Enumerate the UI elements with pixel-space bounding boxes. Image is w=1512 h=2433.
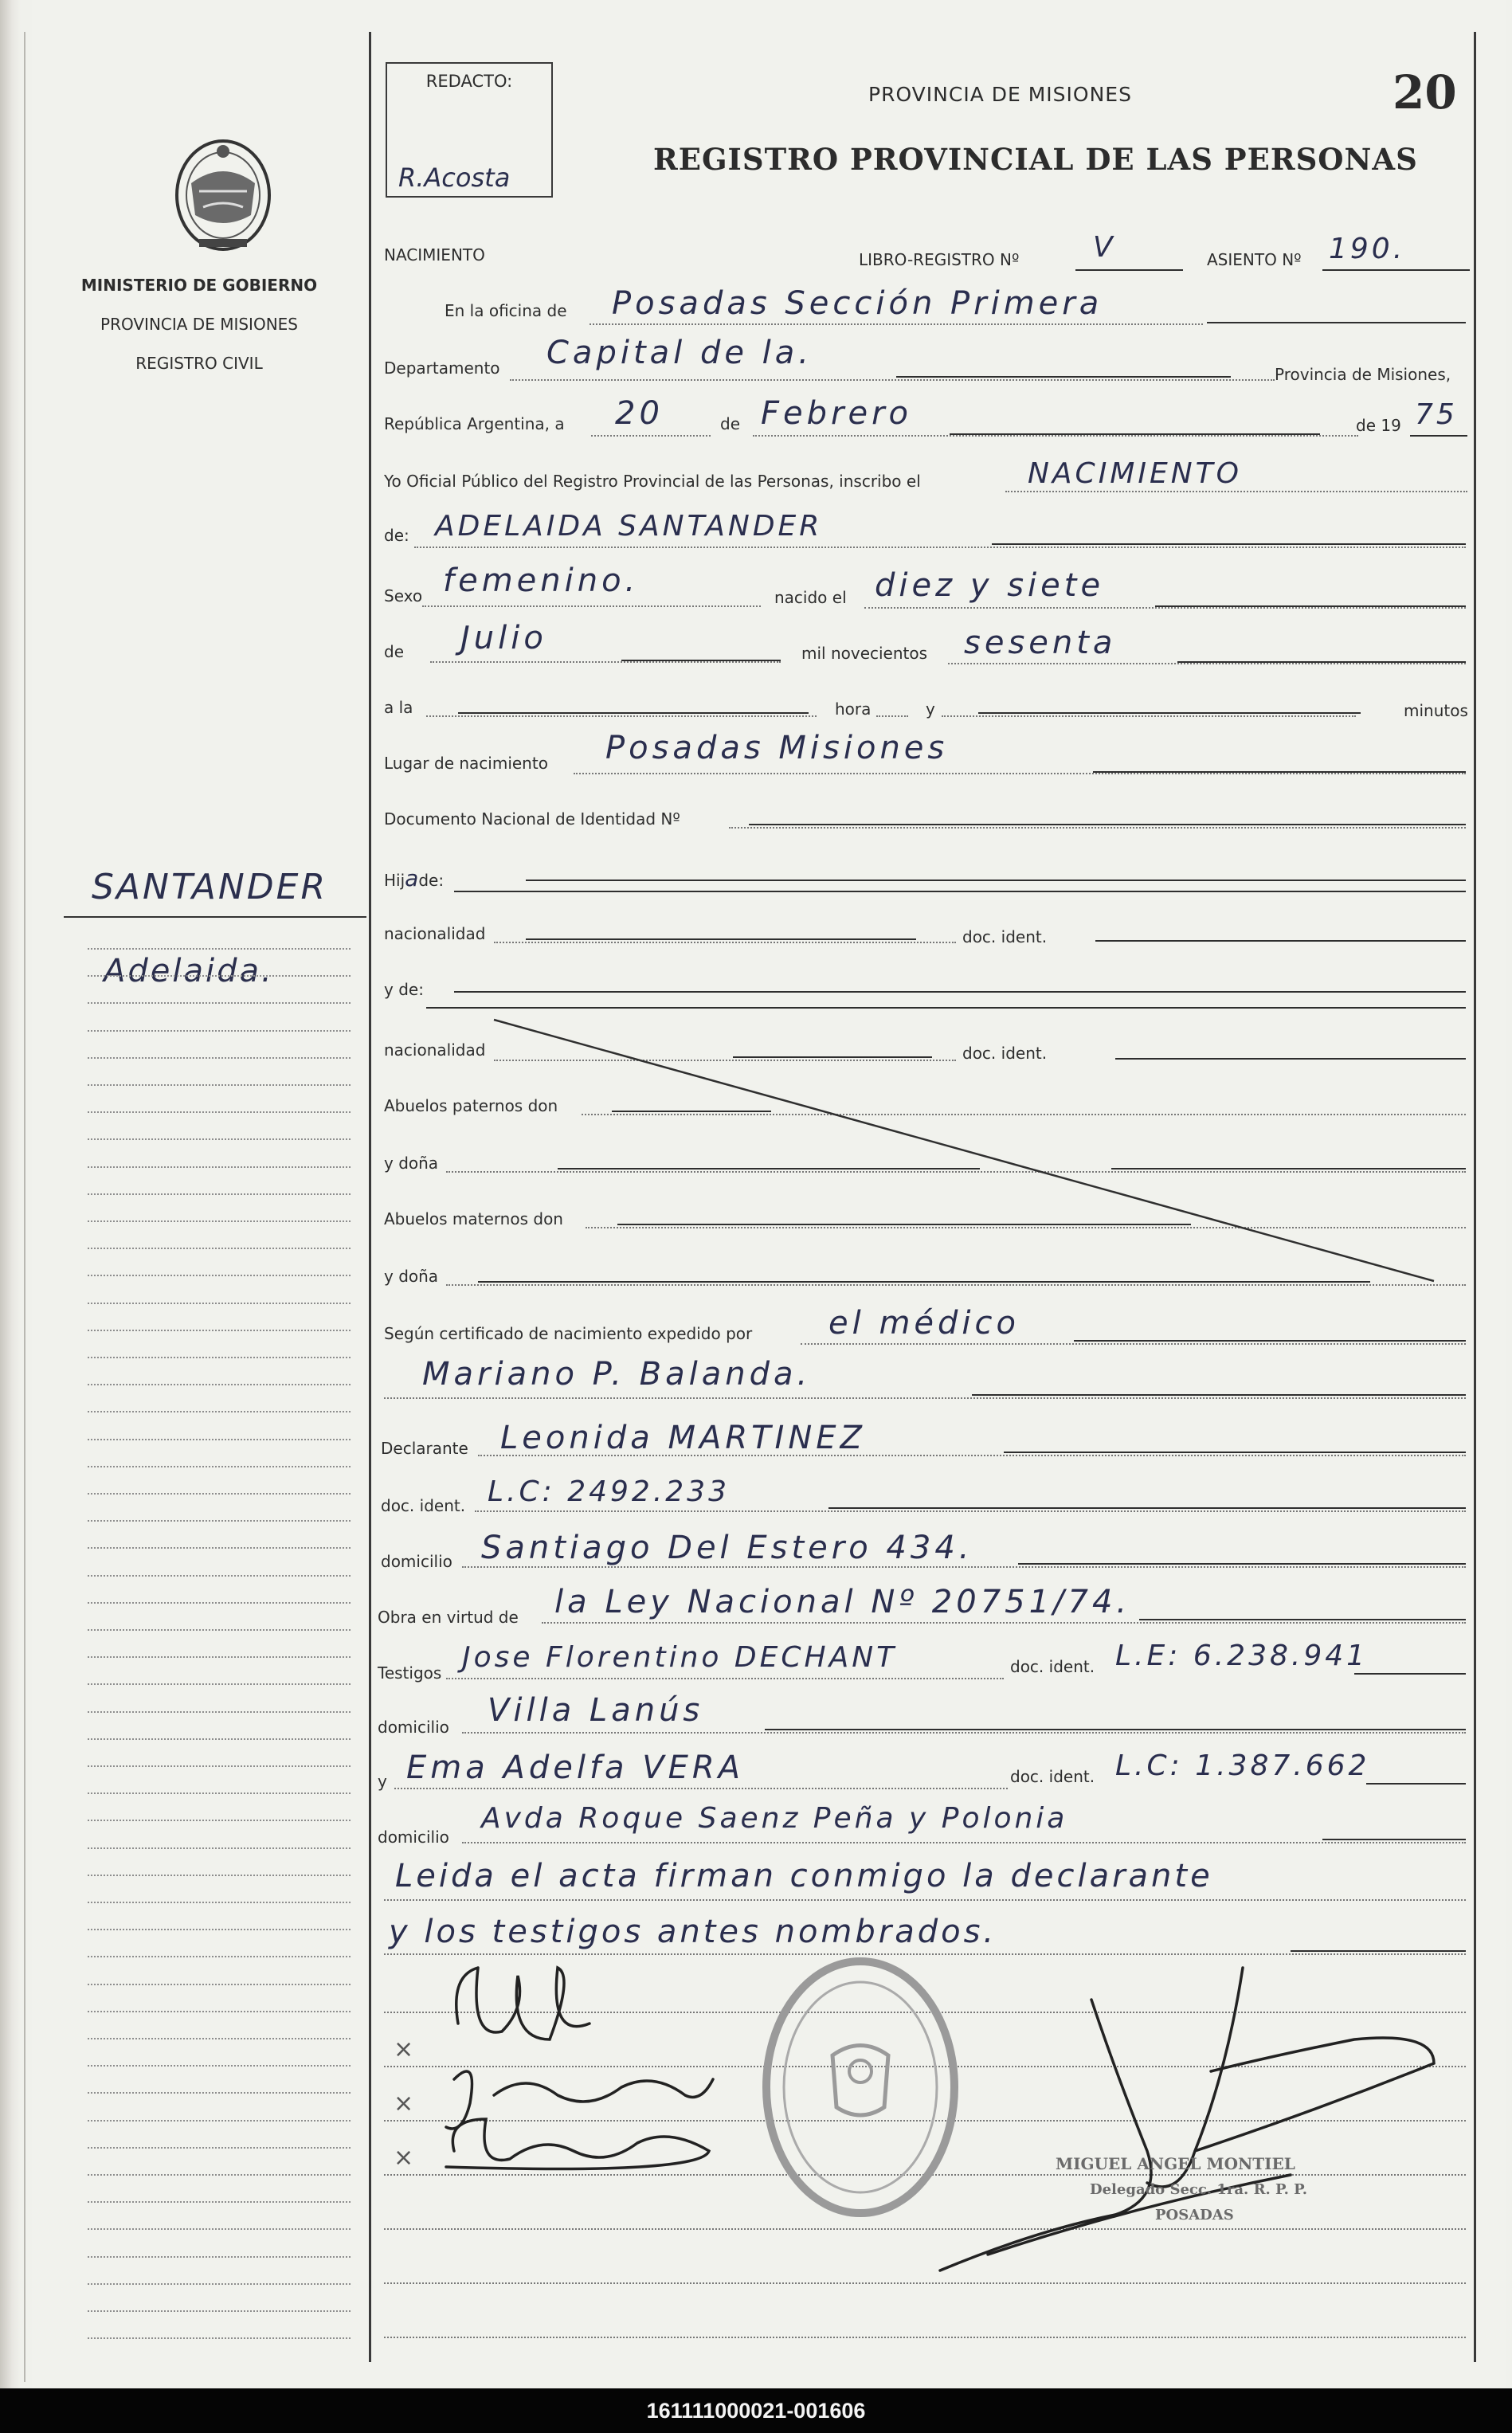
closing-text-1: Leida el acta firman conmigo la declarante — [395, 1858, 1213, 1894]
label-hora: hora — [835, 699, 872, 719]
x-mark-3: × — [394, 2144, 414, 2172]
label-libro-registro: LIBRO-REGISTRO Nº — [859, 250, 1020, 269]
witness-signature-1 — [456, 1968, 590, 2039]
x-mark-1: × — [394, 2035, 414, 2063]
value-declarante: Leonida MARTINEZ — [500, 1420, 866, 1456]
label-asiento: ASIENTO Nº — [1207, 250, 1302, 269]
official-role-stamp: Delegado Secc. 1ra. R. P. P. — [1090, 2181, 1307, 2198]
value-mes: Febrero — [761, 395, 912, 432]
label-departamento: Departamento — [384, 358, 500, 378]
label-dni: Documento Nacional de Identidad Nº — [384, 809, 680, 829]
label-de-nacido-mes: de — [384, 642, 404, 661]
registro-civil-label: REGISTRO CIVIL — [135, 354, 263, 373]
value-lugar: Posadas Misiones — [605, 730, 949, 766]
label-hij: Hij — [384, 871, 405, 890]
label-obra-en-virtud: Obra en virtud de — [378, 1608, 519, 1627]
value-oficina: Posadas Sección Primera — [612, 285, 1103, 322]
label-y-dona-2: y doña — [384, 1267, 439, 1286]
label-provincia-misiones: Provincia de Misiones, — [1275, 365, 1451, 384]
label-doc-ident-declarante: doc. ident. — [381, 1496, 466, 1515]
provincia-label: PROVINCIA DE MISIONES — [100, 315, 298, 334]
value-medico: Mariano P. Balanda. — [422, 1356, 812, 1393]
value-nacido-dia: diez y siete — [875, 567, 1105, 604]
redacto-signature: R.Acosta — [398, 163, 511, 193]
label-hijo-de: de: — [418, 871, 445, 890]
witness-signature-3 — [446, 2119, 709, 2169]
label-y-dona-1: y doña — [384, 1154, 439, 1173]
value-anio: 75 — [1415, 398, 1458, 431]
value-expedido-por: el médico — [828, 1305, 1020, 1342]
x-mark-2: × — [394, 2090, 414, 2118]
label-nacionalidad-1: nacionalidad — [384, 924, 486, 943]
value-testigo2-doc: L.C: 1.387.662 — [1115, 1749, 1370, 1782]
header-provincia: PROVINCIA DE MISIONES — [868, 83, 1132, 106]
label-domicilio-testigo1: domicilio — [378, 1718, 449, 1737]
label-de-mes: de — [720, 414, 740, 433]
margin-given-name: Adelaida. — [104, 953, 274, 989]
label-en-la-oficina: En la oficina de — [445, 301, 567, 320]
label-a-la: a la — [384, 698, 413, 717]
margin-surname: SANTANDER — [92, 867, 328, 907]
label-de-year: de 19 — [1356, 416, 1401, 435]
header-title: REGISTRO PROVINCIAL DE LAS PERSONAS — [653, 142, 1418, 177]
value-testigo1-domicilio: Villa Lanús — [488, 1692, 704, 1729]
page-number: 20 — [1393, 65, 1457, 119]
ministerio-label: MINISTERIO DE GOBIERNO — [80, 276, 318, 295]
value-asiento: 190. — [1329, 233, 1406, 265]
label-doc-ident-testigo2: doc. ident. — [1010, 1767, 1095, 1786]
label-abuelos-paternos: Abuelos paternos don — [384, 1096, 558, 1115]
label-nacionalidad-2: nacionalidad — [384, 1040, 486, 1060]
label-y-de: y de: — [384, 980, 424, 999]
label-mil-novecientos: mil novecientos — [801, 644, 928, 663]
value-obra-en-virtud: la Ley Nacional Nº 20751/74. — [554, 1584, 1131, 1620]
value-sexo: femenino. — [443, 562, 640, 599]
label-yo-oficial: Yo Oficial Público del Registro Provincial de las Personas, inscribo el — [384, 472, 921, 491]
value-departamento: Capital de la. — [546, 335, 813, 371]
label-lugar-nacimiento: Lugar de nacimiento — [384, 754, 548, 773]
closing-text-2: y los testigos antes nombrados. — [389, 1914, 997, 1950]
value-testigo2: Ema Adelfa VERA — [406, 1749, 745, 1786]
redacto-label: REDACTO: — [425, 72, 513, 91]
value-testigo1-doc: L.E: 6.238.941 — [1115, 1640, 1369, 1672]
label-y-testigo2: y — [378, 1772, 387, 1791]
document-code-footer: 161111000021-001606 — [0, 2388, 1512, 2433]
label-doc-ident-1: doc. ident. — [962, 927, 1048, 946]
label-declarante: Declarante — [381, 1439, 468, 1458]
label-nacimiento: NACIMIENTO — [384, 245, 485, 264]
official-signature — [940, 1968, 1434, 2270]
value-nacido-mes: Julio — [460, 620, 547, 656]
label-sexo: Sexo — [384, 586, 423, 605]
value-acto: NACIMIENTO — [1028, 457, 1242, 490]
value-nacido-anio: sesenta — [964, 625, 1117, 661]
label-nacido-el: nacido el — [774, 588, 847, 607]
label-doc-ident-testigo1: doc. ident. — [1010, 1657, 1095, 1676]
label-domicilio-testigo2: domicilio — [378, 1828, 449, 1847]
official-name-stamp: MIGUEL ANGEL MONTIEL — [1056, 2154, 1295, 2173]
label-y-minutos: y — [926, 699, 935, 719]
value-testigo1: Jose Florentino DECHANT — [462, 1641, 898, 1674]
value-libro: V — [1093, 231, 1116, 264]
label-de-nombre: de: — [384, 526, 409, 545]
label-doc-ident-2: doc. ident. — [962, 1044, 1048, 1063]
value-testigo2-domicilio: Avda Roque Saenz Peña y Polonia — [481, 1802, 1068, 1835]
label-minutos: minutos — [1404, 701, 1468, 720]
value-hijo-suffix: a — [405, 865, 419, 891]
label-segun-certificado: Según certificado de nacimiento expedido por — [384, 1324, 753, 1343]
label-domicilio-declarante: domicilio — [381, 1552, 452, 1571]
value-declarante-doc: L.C: 2492.233 — [488, 1475, 730, 1508]
label-republica: República Argentina, a — [384, 414, 565, 433]
label-testigos: Testigos — [378, 1663, 442, 1683]
value-nombre: ADELAIDA SANTANDER — [435, 510, 823, 543]
value-declarante-domicilio: Santiago Del Estero 434. — [481, 1530, 973, 1566]
label-abuelos-maternos: Abuelos maternos don — [384, 1209, 563, 1228]
official-city-stamp: POSADAS — [1155, 2207, 1234, 2223]
value-dia: 20 — [615, 395, 664, 432]
